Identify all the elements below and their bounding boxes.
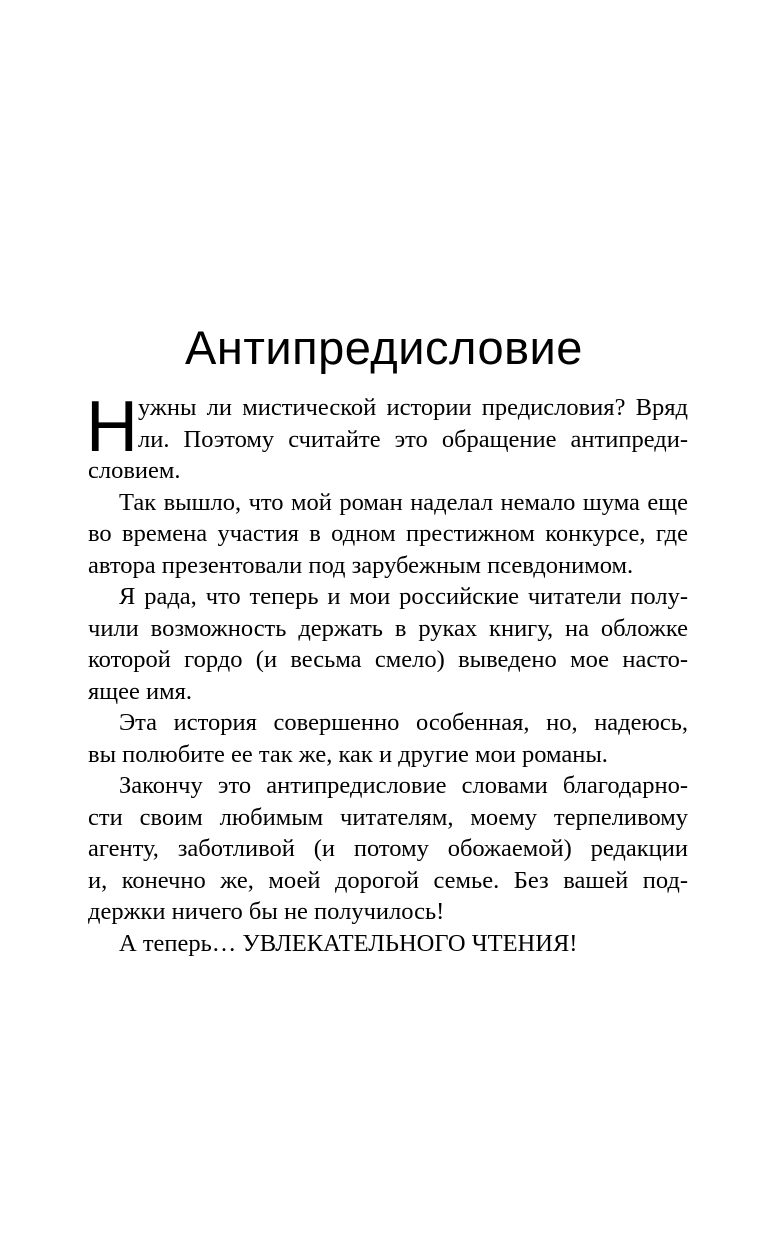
text-line: ящее имя. (88, 677, 193, 705)
text-line: которой гордо (и весьма смело) выведено мое насто- (88, 646, 688, 673)
paragraph (88, 707, 688, 770)
text-line: Так вышло, что мой роман наделал немало шума еще (119, 488, 688, 516)
text-line: Эта история совершенно особенная, но, надеюсь, (119, 709, 688, 736)
text-line: держки ничего бы не получилось! (88, 898, 445, 925)
drop-cap: Н (86, 387, 138, 467)
opening-paragraph (86, 387, 688, 487)
text-line: словием. (88, 457, 181, 484)
paragraph (88, 770, 688, 928)
text-line: агенту, заботливой (и потому обожаемой) редакции (88, 835, 688, 862)
paragraph (88, 581, 688, 707)
text-line: Закончу это антипредисловие словами благодарно- (119, 772, 688, 799)
text-line: ли. Поэтому считайте это обращение антипреди- (138, 425, 688, 453)
text-line: Я рада, что теперь и мои российские читатели полу- (119, 583, 688, 610)
chapter-title: Антипредисловие (185, 321, 583, 374)
text-line: чили возможность держать в руках книгу, на обложке (88, 614, 688, 642)
paragraph (88, 928, 688, 960)
text-line: ужны ли мистической истории предисловия? Вряд (138, 394, 688, 421)
text-line: А теперь… УВЛЕКАТЕЛЬНОГО ЧТЕНИЯ! (119, 929, 578, 957)
text-line: сти своим любимым читателям, моему терпеливому (88, 803, 688, 831)
body-text (86, 387, 688, 959)
text-line: во времена участия в одном престижном конкурсе, где (88, 520, 688, 547)
text-line: и, конечно же, моей дорогой семье. Без вашей под- (88, 866, 688, 894)
text-line: автора презентовали под зарубежным псевдонимом. (88, 551, 634, 579)
paragraph (88, 487, 688, 582)
text-line: вы полюбите ее так же, как и другие мои романы. (88, 740, 608, 768)
